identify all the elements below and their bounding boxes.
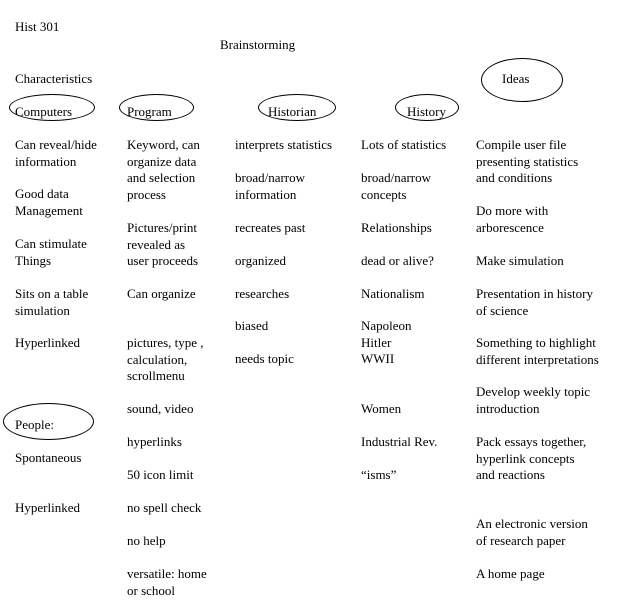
characteristics-label: Characteristics bbox=[15, 71, 93, 86]
history-item: Industrial Rev. bbox=[361, 434, 438, 449]
course-code: Hist 301 bbox=[15, 19, 60, 34]
ideas-item: Make simulation bbox=[476, 253, 564, 268]
people-header: People: bbox=[15, 417, 54, 432]
computers-item: Sits on a table simulation bbox=[15, 286, 89, 318]
history-item: Women bbox=[361, 401, 402, 416]
history-item: Nationalism bbox=[361, 286, 425, 301]
historian-header: Historian bbox=[268, 104, 317, 119]
program-item: versatile: home or school bbox=[127, 566, 207, 598]
historian-item: researches bbox=[235, 286, 290, 301]
program-item: hyperlinks bbox=[127, 434, 182, 449]
historian-item: recreates past bbox=[235, 220, 306, 235]
computers-item: Can reveal/hide information bbox=[15, 137, 97, 169]
history-header: History bbox=[407, 104, 446, 119]
historian-item: broad/narrow information bbox=[235, 170, 306, 202]
people-item: Spontaneous bbox=[15, 450, 82, 465]
ideas-item: Do more with arborescence bbox=[476, 203, 549, 235]
ideas-item: A home page bbox=[476, 566, 545, 581]
ideas-item: Pack essays together, hyperlink concepts and reactions bbox=[476, 434, 587, 482]
history-item: Lots of statistics bbox=[361, 137, 447, 152]
program-header: Program bbox=[127, 104, 172, 119]
historian-item: interprets statistics bbox=[235, 137, 333, 152]
ideas-item: Presentation in history of science bbox=[476, 286, 593, 318]
ideas-header: Ideas bbox=[502, 71, 530, 86]
historian-item: needs topic bbox=[235, 351, 294, 366]
ideas-item: An electronic version of research paper bbox=[476, 516, 588, 548]
historian-item: organized bbox=[235, 253, 287, 268]
people-item: Hyperlinked bbox=[15, 500, 80, 515]
computers-item: Can stimulate Things bbox=[15, 236, 87, 268]
historian-item: biased bbox=[235, 318, 269, 333]
ideas-item: Something to highlight different interpretations bbox=[476, 335, 599, 367]
computers-item: Hyperlinked bbox=[15, 335, 80, 350]
history-item: broad/narrow concepts bbox=[361, 170, 432, 202]
program-item: 50 icon limit bbox=[127, 467, 194, 482]
history-item: “isms” bbox=[361, 467, 397, 482]
ideas-item: Develop weekly topic introduction bbox=[476, 384, 591, 416]
program-item: no help bbox=[127, 533, 166, 548]
program-item: sound, video bbox=[127, 401, 194, 416]
page-title: Brainstorming bbox=[220, 37, 296, 52]
program-item: no spell check bbox=[127, 500, 202, 515]
program-item: Can organize bbox=[127, 286, 196, 301]
program-item: Pictures/print revealed as user proceeds bbox=[127, 220, 199, 268]
computers-header: Computers bbox=[15, 104, 73, 119]
history-item: Napoleon Hitler WWII bbox=[361, 318, 412, 366]
ideas-item: Compile user file presenting statistics and conditions bbox=[476, 137, 579, 185]
program-item: Keyword, can organize data and selection process bbox=[127, 137, 200, 202]
computers-item: Good data Management bbox=[15, 186, 83, 218]
history-item: dead or alive? bbox=[361, 253, 434, 268]
program-item: pictures, type , calculation, scrollmenu bbox=[127, 335, 204, 383]
history-item: Relationships bbox=[361, 220, 432, 235]
